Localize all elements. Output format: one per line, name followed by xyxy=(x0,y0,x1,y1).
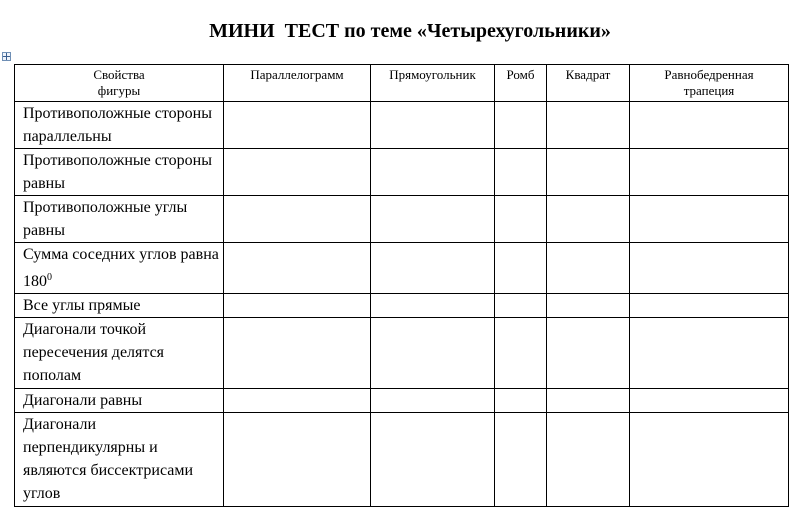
answer-cell[interactable] xyxy=(495,196,547,243)
answer-cell[interactable] xyxy=(371,243,495,294)
row-label-text: Сумма соседних углов равна 180 xyxy=(23,246,219,290)
answer-cell[interactable] xyxy=(371,196,495,243)
degree-superscript: 0 xyxy=(47,272,52,283)
answer-cell[interactable] xyxy=(495,294,547,318)
answer-cell[interactable] xyxy=(630,389,789,413)
row-label: Противоположные стороны параллельны xyxy=(15,102,224,149)
answer-cell[interactable] xyxy=(495,243,547,294)
answer-cell[interactable] xyxy=(371,318,495,389)
answer-cell[interactable] xyxy=(547,102,630,149)
answer-cell[interactable] xyxy=(224,389,371,413)
answer-cell[interactable] xyxy=(224,243,371,294)
answer-cell[interactable] xyxy=(224,149,371,196)
table-move-icon[interactable] xyxy=(2,52,11,61)
row-label: Диагонали равны xyxy=(15,389,224,413)
column-header-properties xyxy=(15,65,224,102)
page-title: МИНИ ТЕСТ по теме «Четырехугольники» xyxy=(209,20,611,42)
answer-cell[interactable] xyxy=(630,318,789,389)
answer-cell[interactable] xyxy=(371,294,495,318)
answer-cell[interactable] xyxy=(547,413,630,507)
table-row xyxy=(15,318,789,389)
properties-table xyxy=(14,64,789,507)
answer-cell[interactable] xyxy=(547,243,630,294)
answer-cell[interactable] xyxy=(495,318,547,389)
answer-cell[interactable] xyxy=(495,413,547,507)
row-label: Противоположные углы равны xyxy=(15,196,224,243)
table-row xyxy=(15,413,789,507)
answer-cell[interactable] xyxy=(224,294,371,318)
answer-cell[interactable] xyxy=(224,318,371,389)
column-header-properties-label: Свойства фигуры xyxy=(93,67,145,98)
answer-cell[interactable] xyxy=(495,102,547,149)
answer-cell[interactable] xyxy=(630,196,789,243)
answer-cell[interactable] xyxy=(224,102,371,149)
row-label xyxy=(15,243,224,294)
answer-cell[interactable] xyxy=(630,294,789,318)
answer-cell[interactable] xyxy=(495,389,547,413)
table-row xyxy=(15,196,789,243)
answer-cell[interactable] xyxy=(547,294,630,318)
table-row xyxy=(15,102,789,149)
table-row xyxy=(15,389,789,413)
answer-cell[interactable] xyxy=(547,318,630,389)
answer-cell[interactable] xyxy=(224,196,371,243)
column-header-square: Квадрат xyxy=(547,65,630,102)
answer-cell[interactable] xyxy=(630,243,789,294)
row-label: Диагонали точкой пересечения делятся пополам xyxy=(15,318,224,389)
column-header-rectangle: Прямоугольник xyxy=(371,65,495,102)
column-header-rhombus: Ромб xyxy=(495,65,547,102)
answer-cell[interactable] xyxy=(371,102,495,149)
answer-cell[interactable] xyxy=(547,196,630,243)
answer-cell[interactable] xyxy=(371,149,495,196)
table-row xyxy=(15,149,789,196)
table-row xyxy=(15,243,789,294)
row-label: Противоположные стороны равны xyxy=(15,149,224,196)
answer-cell[interactable] xyxy=(371,389,495,413)
answer-cell[interactable] xyxy=(630,149,789,196)
table-header-row xyxy=(15,65,789,102)
answer-cell[interactable] xyxy=(224,413,371,507)
answer-cell[interactable] xyxy=(547,389,630,413)
answer-cell[interactable] xyxy=(630,102,789,149)
table-row xyxy=(15,294,789,318)
row-label: Все углы прямые xyxy=(15,294,224,318)
answer-cell[interactable] xyxy=(371,413,495,507)
answer-cell[interactable] xyxy=(547,149,630,196)
column-header-parallelogram: Параллелограмм xyxy=(224,65,371,102)
column-header-isosceles-trapezoid-label: Равнобедренная трапеция xyxy=(664,67,754,98)
answer-cell[interactable] xyxy=(630,413,789,507)
row-label: Диагонали перпендикулярны и являются биссектрисами углов xyxy=(15,413,224,507)
column-header-isosceles-trapezoid xyxy=(630,65,789,102)
answer-cell[interactable] xyxy=(495,149,547,196)
